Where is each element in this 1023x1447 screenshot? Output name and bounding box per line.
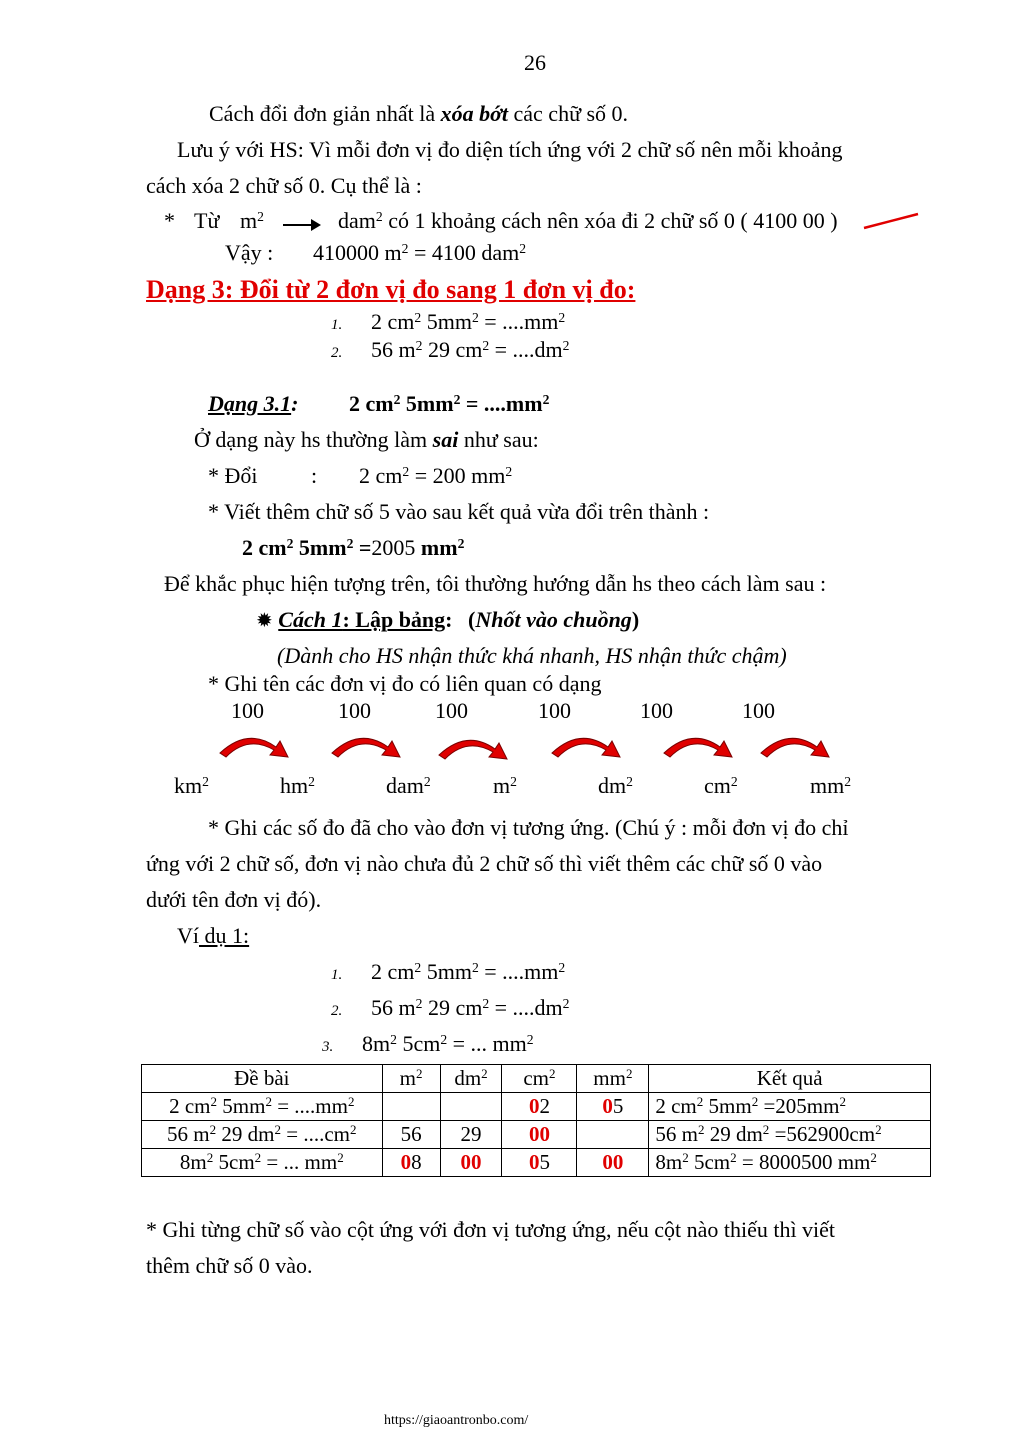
sup-2: 2 — [762, 1121, 770, 1137]
cell-digits: 29 — [460, 1122, 482, 1146]
intro-conclusion-label: Vậy : — [225, 240, 274, 265]
res-c: = — [353, 535, 372, 560]
curved-arrow-icon — [218, 731, 292, 763]
intro-unit-m2 — [240, 210, 264, 232]
sup-2: 2 — [457, 535, 465, 551]
expr-b: 29 cm — [422, 995, 483, 1020]
sup-2: 2 — [562, 337, 570, 353]
cell-cm2 — [502, 1149, 577, 1177]
cell-m2 — [382, 1093, 440, 1121]
conversion-table — [141, 1064, 931, 1177]
intro-line-5 — [225, 242, 273, 264]
cell-text: 8m — [655, 1150, 683, 1174]
unit-label: km — [174, 773, 203, 798]
dang31-expression — [349, 393, 549, 415]
unit-label: dam — [386, 773, 424, 798]
cell-text: = 8000500 mm — [736, 1150, 871, 1174]
unit-hm2 — [280, 775, 315, 797]
expr-c: = ....dm — [489, 337, 563, 362]
expr-a: 56 m — [371, 337, 416, 362]
res-d: 2005 — [371, 535, 421, 560]
cell-mm2 — [577, 1121, 649, 1149]
cell-de-bai — [142, 1093, 383, 1121]
dang31-label: Dạng 3.1 — [208, 391, 292, 416]
sup-2: 2 — [401, 240, 409, 256]
expr-b: 5mm — [400, 391, 454, 416]
cell-dm2 — [440, 1149, 502, 1177]
sup-2: 2 — [210, 1093, 218, 1109]
sup-2: 2 — [558, 959, 566, 975]
section-heading-dang-3: Dạng 3: Đổi từ 2 đơn vị đo sang 1 đơn vị đo: — [146, 275, 636, 304]
expr-c: = ... mm — [447, 1031, 527, 1056]
item-number: 1. — [331, 317, 343, 333]
header-dm2 — [440, 1065, 502, 1093]
sup-2: 2 — [202, 773, 209, 789]
burst-bullet-icon: ✹ — [256, 608, 273, 632]
cell-red-digits: 0 — [602, 1094, 613, 1118]
sup-2: 2 — [257, 208, 264, 224]
right-arrow-icon — [283, 218, 321, 232]
viet-them-line: * Viết thêm chữ số 5 vào sau kết quả vừa đổi trên thành : — [208, 499, 710, 524]
unit-km2 — [174, 775, 209, 797]
cell-digits: 56 — [400, 1122, 422, 1146]
sup-2: 2 — [482, 337, 490, 353]
curved-arrow-icon — [330, 731, 404, 763]
sup-2: 2 — [482, 995, 490, 1011]
factor-label: 100 — [435, 698, 468, 723]
sup-2: 2 — [254, 1149, 262, 1165]
sup-2: 2 — [415, 995, 423, 1011]
dang31-heading — [208, 393, 298, 415]
unit-label: cm — [704, 773, 731, 798]
unit-label: mm — [810, 773, 845, 798]
doi-a: 2 cm — [359, 463, 403, 488]
expr-c: = ....mm — [460, 391, 543, 416]
item-number: 2. — [331, 1003, 343, 1019]
header-ket-qua: Kết quả — [649, 1065, 931, 1093]
intro-emphasis: xóa bớt — [440, 101, 509, 126]
cell-cm2 — [502, 1121, 577, 1149]
sup-2: 2 — [505, 463, 513, 479]
intro-line-2: Lưu ý với HS: Vì mỗi đơn vị đo diện tích ứng với 2 chữ số nên mỗi khoảng — [177, 137, 843, 162]
curved-arrow-icon — [662, 731, 736, 763]
cell-ket-qua — [649, 1149, 931, 1177]
sup-2: 2 — [481, 1065, 488, 1081]
sup-2: 2 — [682, 1149, 689, 1165]
sup-2: 2 — [308, 773, 315, 789]
expr-c: = ....mm — [478, 959, 559, 984]
factor-label: 100 — [640, 698, 673, 723]
note-open: ( — [468, 607, 476, 632]
cell-ket-qua — [649, 1121, 931, 1149]
expr-a: 8m — [362, 1031, 391, 1056]
intro-line-1-pre: Cách đổi đơn giản nhất là — [209, 101, 441, 126]
sup-2: 2 — [519, 240, 527, 256]
ghi-so-line-1: * Ghi các số đo đã cho vào đơn vị tương ứng. (Chú ý : mỗi đơn vị đo chỉ — [208, 815, 849, 840]
sup-2: 2 — [390, 1031, 397, 1047]
header-cm2 — [502, 1065, 577, 1093]
sup-2: 2 — [730, 773, 738, 789]
sup-2: 2 — [414, 309, 422, 325]
expr-b: 5mm — [421, 309, 472, 334]
doi-b: = 200 mm — [409, 463, 506, 488]
sup-2: 2 — [414, 959, 422, 975]
cell-red-digits: 0 — [528, 1094, 540, 1118]
cell-text: 56 m — [167, 1122, 210, 1146]
cell-red-digits: 0 — [528, 1150, 540, 1174]
expr-c: = ....dm — [489, 995, 563, 1020]
doi-expression — [359, 465, 512, 487]
sup-2: 2 — [626, 773, 633, 789]
sup-2: 2 — [286, 535, 294, 551]
unit-m: m — [240, 208, 258, 233]
intro-line-3: cách xóa 2 chữ số 0. Cụ thể là : — [146, 173, 422, 198]
example-item-2 — [331, 997, 569, 1019]
table-row — [142, 1121, 931, 1149]
example-item-1 — [331, 961, 565, 983]
cach1-subtitle: (Dành cho HS nhận thức khá nhanh, HS nhận thức chậm) — [277, 643, 787, 668]
ghi-so-line-3: dưới tên đơn vị đó). — [146, 887, 322, 912]
khac-phuc-line: Để khắc phục hiện tượng trên, tôi thường hướng dẫn hs theo cách làm sau : — [164, 571, 827, 596]
sup-2: 2 — [274, 1121, 282, 1137]
star-marker: * — [164, 208, 175, 233]
cell-text: 5mm — [703, 1094, 752, 1118]
res-b: 5mm — [293, 535, 347, 560]
header-unit: mm — [593, 1066, 626, 1090]
factor-label: 100 — [538, 698, 571, 723]
cell-de-bai — [142, 1149, 383, 1177]
cell-text: = ....mm — [271, 1094, 348, 1118]
sup-2: 2 — [393, 391, 401, 407]
sup-2: 2 — [350, 1121, 357, 1137]
cell-digits: 2 — [539, 1094, 550, 1118]
header-unit: dm — [454, 1066, 482, 1090]
wrong-post: như sau: — [458, 427, 539, 452]
sup-2: 2 — [209, 1121, 217, 1137]
cell-text: 29 dm — [704, 1122, 763, 1146]
res-e: mm — [420, 535, 458, 560]
intro-from-label: Từ — [194, 208, 220, 233]
wrong-method-line — [194, 429, 539, 451]
example-label — [177, 925, 249, 947]
factor-label: 100 — [338, 698, 371, 723]
expr-a: 2 cm — [371, 959, 415, 984]
sup-2: 2 — [839, 1093, 846, 1109]
footer-link[interactable]: https://giaoantronbo.com/ — [384, 1413, 529, 1428]
sup-2: 2 — [346, 535, 354, 551]
intro-line-4-text: có 1 khoảng cách nên xóa đi 2 chữ số 0 ( 4100 0 — [388, 208, 814, 233]
cell-text: =205mm — [758, 1094, 840, 1118]
curved-arrow-icon — [759, 731, 833, 763]
intro-line-4-rest — [338, 210, 838, 232]
table-header-row — [142, 1065, 931, 1093]
sup-2: 2 — [542, 391, 550, 407]
dang3-item-1 — [331, 311, 565, 333]
cell-digits: 5 — [539, 1150, 550, 1174]
unit-label: m — [493, 773, 511, 798]
unit-dm2 — [598, 775, 633, 797]
dang3-item-2 — [331, 339, 569, 361]
sup-2: 2 — [453, 391, 461, 407]
expr-a: 2 cm — [371, 309, 415, 334]
dang31-colon: : — [291, 391, 299, 416]
item-number: 2. — [331, 345, 343, 361]
cell-red-digits: 00 — [602, 1150, 624, 1174]
intro-line-4 — [164, 210, 175, 232]
cell-dm2 — [440, 1121, 502, 1149]
factor-label: 100 — [742, 698, 775, 723]
factor-label: 100 — [231, 698, 264, 723]
sup-2: 2 — [471, 309, 479, 325]
unit-mm2 — [810, 775, 851, 797]
sup-2: 2 — [423, 773, 431, 789]
unit-cm2 — [704, 775, 738, 797]
note-close: ) — [631, 607, 640, 632]
header-m2 — [382, 1065, 440, 1093]
expr-b: 29 cm — [422, 337, 483, 362]
expr-left: 410000 m — [313, 240, 402, 265]
expr-a: 56 m — [371, 995, 416, 1020]
header-mm2 — [577, 1065, 649, 1093]
cell-text: 5cm — [213, 1150, 255, 1174]
sup-2: 2 — [751, 1093, 759, 1109]
wrong-pre: Ở dạng này hs thường làm — [194, 427, 433, 452]
expr-a: 2 cm — [349, 391, 394, 416]
res-a: 2 cm — [242, 535, 287, 560]
sup-2: 2 — [526, 1031, 534, 1047]
curved-arrow-icon — [437, 733, 511, 765]
expr-c: = ....mm — [478, 309, 559, 334]
example-label-pre: Ví — [177, 923, 199, 948]
expr-b: 5cm — [396, 1031, 441, 1056]
cell-text: = ....cm — [281, 1122, 351, 1146]
sup-2: 2 — [562, 995, 570, 1011]
cell-text: = ... mm — [261, 1150, 338, 1174]
cell-mm2 — [577, 1093, 649, 1121]
cach1-label: Cách 1 — [278, 607, 343, 632]
doi-colon: : — [311, 463, 318, 488]
cell-text: 8m — [179, 1150, 207, 1174]
header-unit: cm — [523, 1066, 550, 1090]
cell-digits: 5 — [612, 1094, 624, 1118]
struck-digits: 0 ) — [813, 208, 838, 233]
cach1-title: : Lập bảng — [342, 607, 446, 632]
unit-label: dm — [598, 773, 627, 798]
closing-line-1: * Ghi từng chữ số vào cột ứng với đơn vị tương ứng, nếu cột nào thiếu thì viết — [146, 1217, 836, 1242]
cell-m2 — [382, 1149, 440, 1177]
cell-text: 29 dm — [216, 1122, 275, 1146]
expr-right: = 4100 dam — [408, 240, 520, 265]
cell-de-bai — [142, 1121, 383, 1149]
cell-red-digits: 00 — [460, 1150, 482, 1174]
expr-b: 5mm — [421, 959, 472, 984]
cell-ket-qua — [649, 1093, 931, 1121]
ghi-so-line-2: ứng với 2 chữ số, đơn vị nào chưa đủ 2 chữ số thì viết thêm các chữ số 0 vào — [146, 851, 823, 876]
doi-label: * Đổi — [208, 463, 258, 488]
sup-2: 2 — [402, 463, 410, 479]
item-number: 1. — [331, 967, 343, 983]
cell-dm2 — [440, 1093, 502, 1121]
unit-dam2 — [386, 775, 431, 797]
cell-red-digits: 00 — [528, 1122, 550, 1146]
intro-line-1 — [209, 103, 628, 125]
header-de-bai: Đề bài — [142, 1065, 383, 1093]
sup-2: 2 — [337, 1149, 344, 1165]
table-row — [142, 1149, 931, 1177]
cell-text: 5mm — [217, 1094, 266, 1118]
sup-2: 2 — [265, 1093, 272, 1109]
cell-text: 2 cm — [655, 1094, 697, 1118]
sup-2: 2 — [440, 1031, 448, 1047]
strike-mark — [862, 210, 922, 234]
closing-line-2: thêm chữ số 0 vào. — [146, 1253, 313, 1278]
page-number: 26 — [524, 50, 546, 75]
intro-line-1-post: các chữ số 0. — [508, 101, 629, 126]
example-label-underlined: dụ 1: — [199, 923, 250, 948]
intro-line-5-expr — [313, 242, 526, 264]
sup-2: 2 — [844, 773, 852, 789]
sup-2: 2 — [415, 337, 423, 353]
cell-text: 56 m — [655, 1122, 698, 1146]
wrong-em: sai — [432, 427, 459, 452]
sup-2: 2 — [730, 1149, 737, 1165]
cell-text: =562900cm — [769, 1122, 876, 1146]
cell-digits: 8 — [411, 1150, 422, 1174]
sup-2: 2 — [347, 1093, 355, 1109]
sup-2: 2 — [549, 1065, 556, 1081]
cell-text: 5cm — [688, 1150, 731, 1174]
cell-cm2 — [502, 1093, 577, 1121]
sup-2: 2 — [875, 1121, 882, 1137]
sup-2: 2 — [206, 1149, 214, 1165]
ghi-ten-line: * Ghi tên các đơn vị đo có liên quan có dạng — [208, 671, 602, 696]
sup-2: 2 — [558, 309, 566, 325]
cach1-note: Nhốt vào chuồng — [475, 607, 632, 632]
cell-mm2 — [577, 1149, 649, 1177]
table-row — [142, 1093, 931, 1121]
cach1-heading — [256, 609, 639, 631]
item-number: 3. — [322, 1039, 334, 1055]
cell-m2 — [382, 1121, 440, 1149]
wrong-result — [242, 537, 464, 559]
header-unit: m — [399, 1066, 416, 1090]
unit-m2 — [493, 775, 517, 797]
unit-label: hm — [280, 773, 309, 798]
cell-text: 2 cm — [169, 1094, 211, 1118]
example-item-3 — [322, 1033, 534, 1055]
unit-dam: dam — [338, 208, 376, 233]
sup-2: 2 — [697, 1121, 705, 1137]
sup-2: 2 — [870, 1149, 877, 1165]
curved-arrow-icon — [550, 731, 624, 763]
cell-red-digits: 0 — [400, 1150, 412, 1174]
sup-2: 2 — [415, 1065, 423, 1081]
sup-2: 2 — [471, 959, 479, 975]
sup-2: 2 — [375, 208, 383, 224]
sup-2: 2 — [696, 1093, 704, 1109]
sup-2: 2 — [510, 773, 517, 789]
sup-2: 2 — [625, 1065, 633, 1081]
cach1-colon: : — [445, 607, 453, 632]
